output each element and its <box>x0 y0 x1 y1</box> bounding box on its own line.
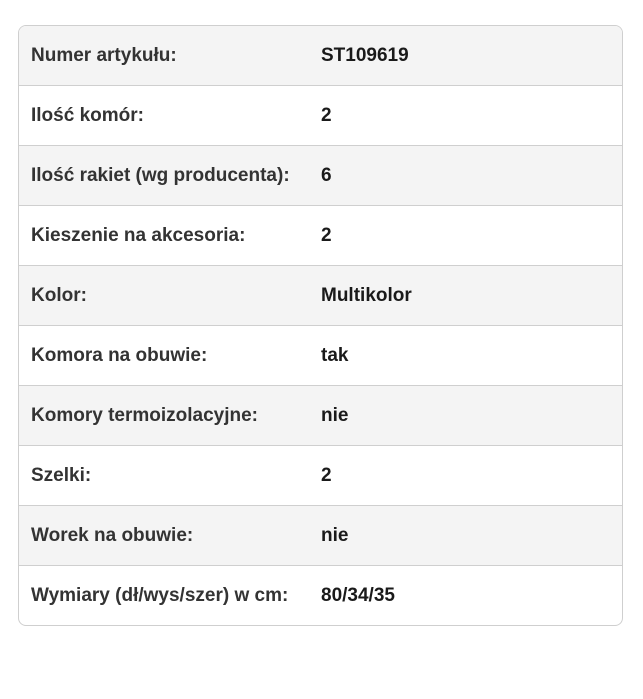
spec-value: Multikolor <box>321 284 412 306</box>
spec-label: Ilość rakiet (wg producenta): <box>31 164 290 186</box>
spec-row-rackets <box>19 145 622 205</box>
spec-value: 2 <box>321 104 332 126</box>
spec-label: Kieszenie na akcesoria: <box>31 224 246 246</box>
spec-row-color <box>19 265 622 325</box>
spec-row-thermal-compartments <box>19 385 622 445</box>
product-spec-table <box>18 25 623 626</box>
spec-row-compartments <box>19 85 622 145</box>
spec-value: nie <box>321 524 349 546</box>
spec-label: Komory termoizolacyjne: <box>31 404 258 426</box>
spec-value: ST109619 <box>321 44 409 66</box>
spec-row-shoe-bag <box>19 505 622 565</box>
spec-label: Ilość komór: <box>31 104 144 126</box>
spec-value: 2 <box>321 464 332 486</box>
spec-value: 80/34/35 <box>321 584 395 606</box>
spec-row-dimensions <box>19 565 622 625</box>
spec-label: Worek na obuwie: <box>31 524 194 546</box>
spec-value: 6 <box>321 164 332 186</box>
spec-value: 2 <box>321 224 332 246</box>
spec-value: tak <box>321 344 349 366</box>
spec-row-shoe-compartment <box>19 325 622 385</box>
spec-label: Wymiary (dł/wys/szer) w cm: <box>31 584 289 606</box>
spec-label: Komora na obuwie: <box>31 344 208 366</box>
spec-label: Szelki: <box>31 464 92 486</box>
spec-value: nie <box>321 404 349 426</box>
spec-row-article-number <box>19 26 622 85</box>
spec-label: Kolor: <box>31 284 87 306</box>
spec-label: Numer artykułu: <box>31 44 177 66</box>
spec-row-straps <box>19 445 622 505</box>
spec-row-accessory-pockets <box>19 205 622 265</box>
